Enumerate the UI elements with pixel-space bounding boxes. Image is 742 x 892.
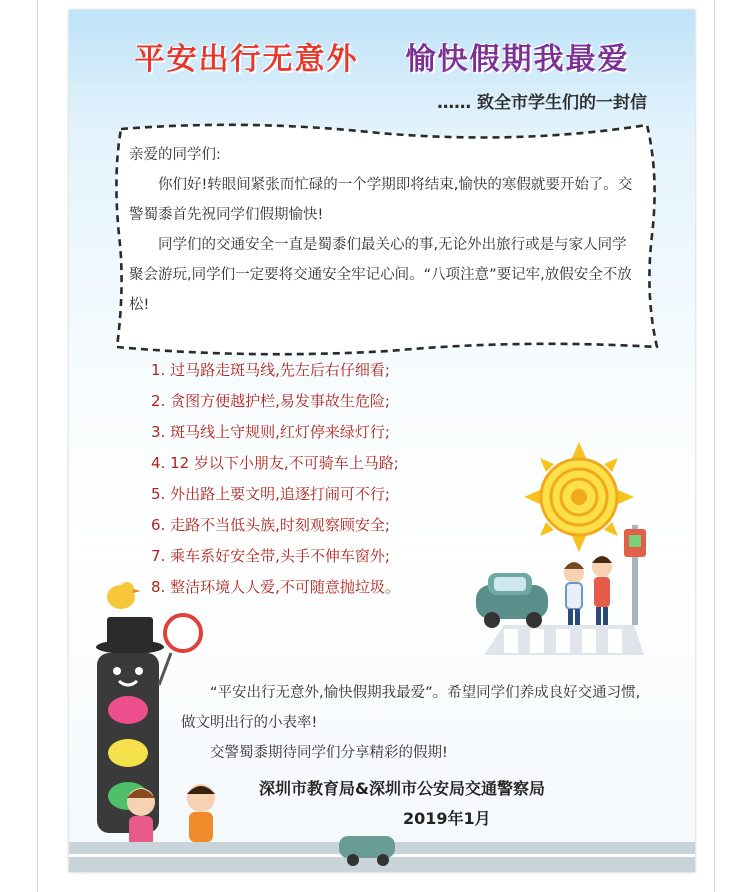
- signer: 深圳市教育局&深圳市公安局交通警察局: [259, 779, 545, 798]
- poster-title: [69, 34, 695, 78]
- rule-item: 8. 整洁环境人人爱,不可随意抛垃圾。: [151, 578, 400, 596]
- rule-item: 5. 外出路上要文明,追逐打闹可不行;: [151, 485, 390, 503]
- rule-item: 7. 乘车系好安全带,头手不伸车窗外;: [151, 547, 390, 565]
- closing-line-1: “平安出行无意外,愉快假期我最爱”。希望同学们养成良好交通习惯,做文明出行的小表率!: [181, 685, 641, 731]
- page-edge-left: [37, 0, 38, 892]
- letter-greeting: 亲爱的同学们:: [129, 147, 221, 163]
- title-part-2: 愉快假期我最爱: [405, 42, 630, 77]
- street-scene: [474, 525, 654, 665]
- title-part-1: 平安出行无意外: [134, 42, 359, 77]
- rule-item: 1. 过马路走斑马线,先左后右仔细看;: [151, 361, 390, 379]
- closing-text: [181, 678, 651, 768]
- children-icon: [564, 556, 612, 625]
- rule-item: 3. 斑马线上守规则,红灯停来绿灯行;: [151, 423, 390, 441]
- poster: [69, 10, 695, 872]
- closing-line-2: 交警蜀黍期待同学们分享精彩的假期!: [210, 745, 448, 761]
- road-strip: [69, 828, 695, 872]
- rule-item: 4. 12 岁以下小朋友,不可骑车上马路;: [151, 454, 399, 472]
- bird-icon: [107, 582, 141, 609]
- stop-sign-icon: [159, 615, 201, 685]
- safety-rules-list: [151, 355, 400, 603]
- page-edge-right: [714, 0, 715, 892]
- zebra-crossing: [484, 625, 644, 655]
- letter-paragraph-1: 你们好!转眼间紧张而忙碌的一个学期即将结束,愉快的寒假就要开始了。交警蜀黍首先祝同学们假期愉快!: [129, 177, 633, 223]
- subtitle: …… 致全市学生们的一封信: [437, 93, 647, 113]
- letter-date: 2019年1月: [403, 809, 491, 828]
- traffic-signal-pole-icon: [624, 525, 646, 625]
- car-icon: [476, 573, 548, 628]
- letter-paragraph-2: 同学们的交通安全一直是蜀黍们最关心的事,无论外出旅行或是与家人同学聚会游玩,同学们一定要将交通安全牢记心间。“八项注意”要记牢,放假安全不放松!: [129, 237, 632, 313]
- letter-body: [129, 140, 634, 320]
- hat-icon: [96, 617, 164, 654]
- rule-item: 6. 走路不当低头族,时刻观察顾安全;: [151, 516, 390, 534]
- rule-item: 2. 贪图方便越护栏,易发事故生危险;: [151, 392, 390, 410]
